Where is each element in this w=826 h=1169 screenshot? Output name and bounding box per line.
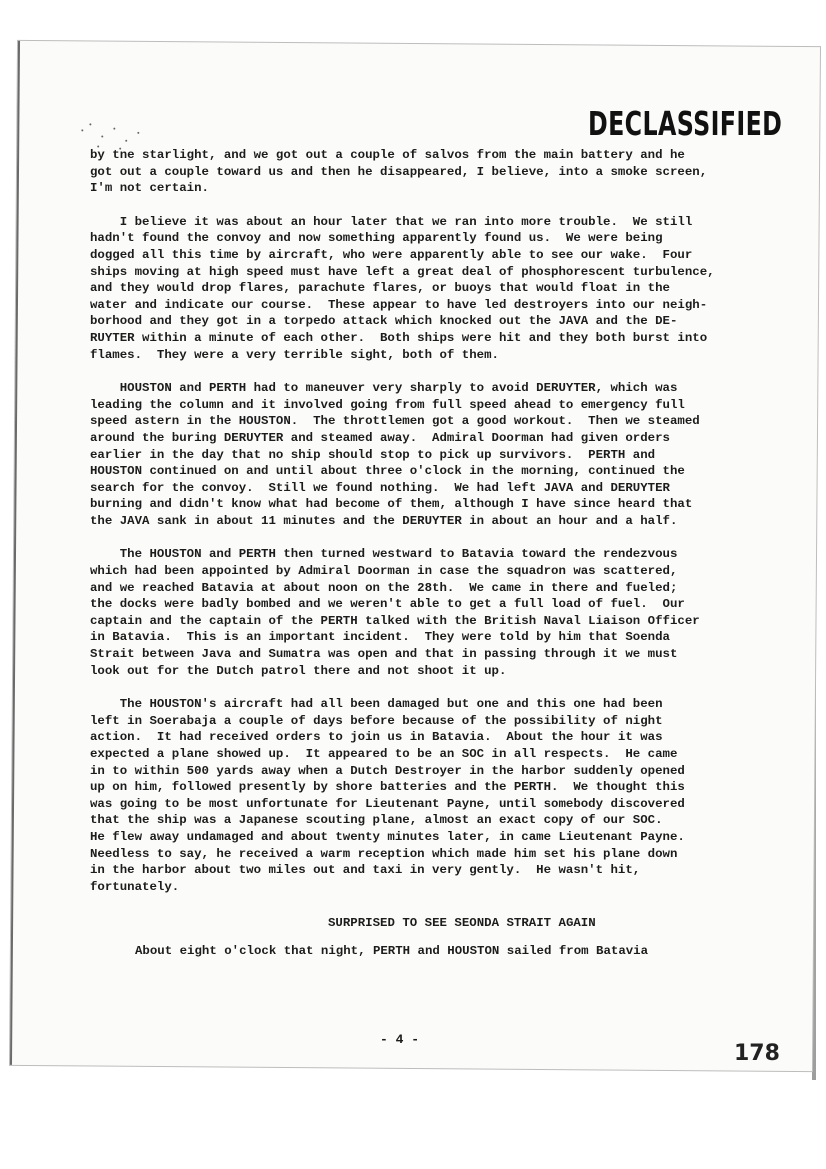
closing-line: About eight o'clock that night, PERTH and HOUSTON sailed from Batavia xyxy=(135,944,649,958)
page-number: - 4 - xyxy=(380,1032,420,1047)
document-body xyxy=(90,147,790,912)
paragraph-3: HOUSTON and PERTH had to maneuver very sharply to avoid DERUYTER, which was leading the column and it involved going from full speed ahead to emergency full speed astern in the HOUSTON. The throttlemen got a good workout. Then we steamed around the buring DERUYTER and steamed away. Admiral Doorman had given orders earlier in the day that no ship should stop to pick up survivors. PERTH and HOUSTON continued on and until about three o'clock in the morning, continued the search for the convoy. Still we found nothing. We had left JAVA and DERUYTER burning and didn't know what had become of them, although I have since heard that the JAVA sank in about 11 minutes and the DERUYTER in about an hour and a half. xyxy=(90,381,700,528)
paragraph-2: I believe it was about an hour later that we ran into more trouble. We still hadn't found the convoy and now something apparently found us. We were being dogged all this time by aircraft, who were apparently able to see our wake. Four ships moving at high speed must have left a great deal of phosphorescent turbulence, and they would drop flares, parachute flares, or buoys that would float in the water and indicate our course. These appear to have led destroyers into our neigh- borhood and they got in a torpedo attack which knocked out the JAVA and the DE- RUYTER within a minute of each other. Both ships were hit and they both burst into flames. They were a very terrible sight, both of them. xyxy=(90,214,715,362)
archive-number: 178 xyxy=(734,1041,780,1066)
section-heading: SURPRISED TO SEE SEONDA STRAIT AGAIN xyxy=(328,916,596,930)
paragraph-4: The HOUSTON and PERTH then turned westward to Batavia toward the rendezvous which had been appointed by Admiral Doorman in case the squadron was scattered, and we reached Batavia at about noon on the 28th. We came in there and fueled; the docks were badly bombed and we weren't able to get a full load of fuel. Our captain and the captain of the PERTH talked with the British Naval Liaison Officer in Batavia. This is an important incident. They were told by him that Soenda Strait between Java and Sumatra was open and that in passing through it we must look out for the Dutch patrol there and not shoot it up. xyxy=(90,547,700,678)
declassified-stamp: DECLASSIFIED xyxy=(588,104,783,143)
paragraph-1: by tne starlight, and we got out a couple of salvos from the main battery and he got out a couple toward us and then he disappeared, I believe, into a smoke screen, I'm not certain. xyxy=(90,148,708,196)
paragraph-5: The HOUSTON's aircraft had all been damaged but one and this one had been left in Soerabaja a couple of days before because of the possibility of night action. It had received orders to join us in Batavia. About the hour it was expected a plane showed up. It appeared to be an SOC in all respects. He came in to within 500 yards away when a Dutch Destroyer in the harbor suddenly opened up on him, followed presently by shore batteries and the PERTH. We thought this was going to be most unfortunate for Lieutenant Payne, until somebody discovered that the ship was a Japanese scouting plane, almost an exact copy of our SOC. He flew away undamaged and about twenty minutes later, in came Lieutenant Payne. Needless to say, he received a warm reception which made him set his plane down in the harbor about two miles out and taxi in very gently. He wasn't hit, fortunately. xyxy=(90,697,685,894)
